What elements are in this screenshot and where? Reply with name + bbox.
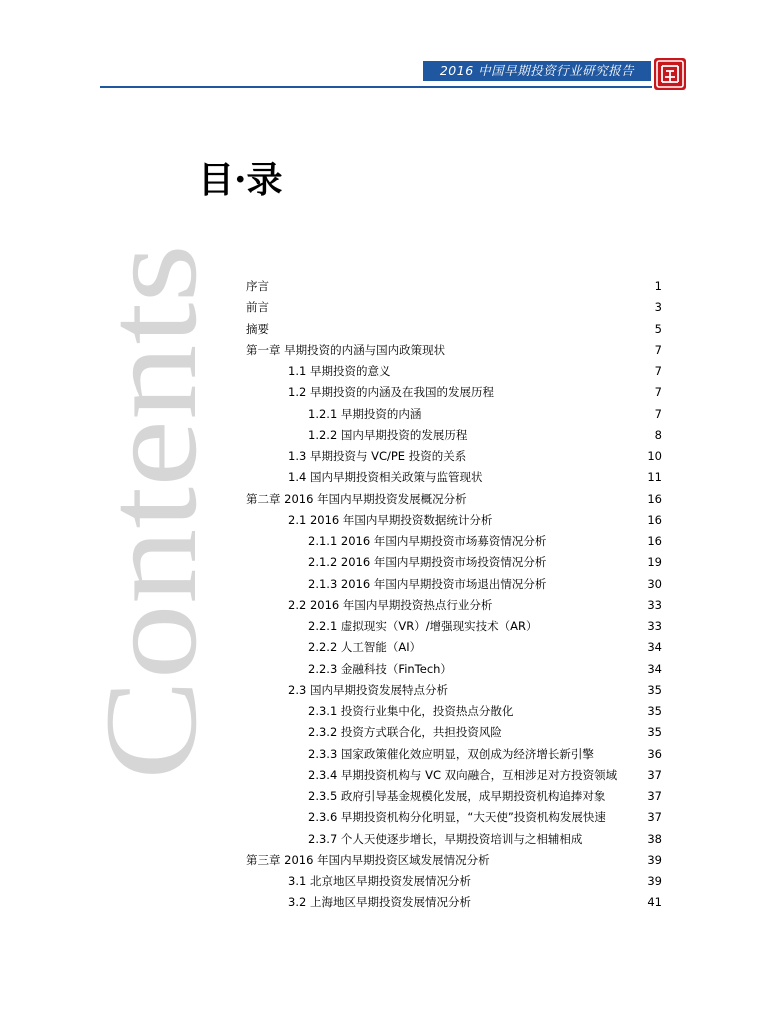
toc-entry-page: 11 — [647, 470, 662, 485]
toc-entry-page: 33 — [647, 619, 662, 633]
toc-entry[interactable] — [246, 765, 662, 786]
toc-entry-page: 37 — [647, 767, 662, 782]
toc-entry-title: 2.3.1 投资行业集中化，投资热点分散化 — [308, 704, 514, 718]
toc-entry[interactable] — [246, 659, 662, 680]
toc-entry-title: 1.4 国内早期投资相关政策与监管现状 — [288, 470, 483, 485]
toc-entry[interactable] — [246, 319, 662, 340]
toc-entry-page: 8 — [654, 427, 662, 442]
toc-entry-title: 3.2 上海地区早期投资发展情况分析 — [288, 895, 471, 910]
toc-entry[interactable] — [246, 744, 662, 765]
toc-entry[interactable] — [246, 510, 662, 531]
toc-entry[interactable] — [246, 786, 662, 807]
toc-entry-page: 35 — [647, 725, 662, 740]
toc-entry-title: 2.2 2016 年国内早期投资热点行业分析 — [288, 597, 493, 612]
toc-entry-page: 7 — [654, 406, 662, 421]
toc-entry-page: 1 — [654, 279, 662, 293]
toc-entry[interactable] — [246, 340, 662, 361]
toc-entry[interactable] — [246, 892, 662, 913]
toc-entry-page: 33 — [647, 597, 662, 612]
toc-entry-page: 19 — [647, 555, 662, 570]
toc-entry[interactable] — [246, 382, 662, 403]
seal-logo-icon — [653, 57, 687, 91]
toc-entry-title: 1.2 早期投资的内涵及在我国的发展历程 — [288, 385, 494, 400]
report-header-title: 2016 中国早期投资行业研究报告 — [439, 63, 635, 78]
toc-entry-title: 2.2.1 虚拟现实（VR）/增强现实技术（AR） — [308, 619, 538, 633]
toc-entry-page: 41 — [647, 895, 662, 910]
toc-entry[interactable] — [246, 574, 662, 595]
toc-entry-title: 1.2.1 早期投资的内涵 — [308, 406, 422, 421]
toc-entry-title: 2.3.5 政府引导基金规模化发展，成早期投资机构追捧对象 — [308, 789, 606, 803]
toc-entry-title: 2.1.2 2016 年国内早期投资市场投资情况分析 — [308, 555, 547, 570]
toc-entry[interactable] — [246, 425, 662, 446]
toc-entry-title: 摘要 — [246, 321, 269, 336]
toc-entry[interactable] — [246, 552, 662, 573]
toc-entry[interactable] — [246, 467, 662, 488]
toc-entry-page: 34 — [647, 640, 662, 655]
toc-entry[interactable] — [246, 361, 662, 382]
toc-entry-page: 3 — [654, 300, 662, 315]
toc-entry[interactable] — [246, 446, 662, 467]
toc-entry-title: 2.2.2 人工智能（AI） — [308, 640, 422, 655]
toc-entry-title: 2.3.3 国家政策催化效应明显，双创成为经济增长新引擎 — [308, 746, 594, 761]
toc-entry-page: 35 — [647, 682, 662, 697]
toc-entry-title: 1.1 早期投资的意义 — [288, 364, 391, 378]
contents-watermark — [77, 240, 224, 780]
toc-entry-page: 35 — [647, 704, 662, 718]
table-of-contents — [246, 276, 662, 914]
toc-entry-title: 3.1 北京地区早期投资发展情况分析 — [288, 874, 471, 888]
toc-entry-page: 16 — [647, 491, 662, 506]
toc-entry[interactable] — [246, 489, 662, 510]
toc-entry-page: 16 — [647, 534, 662, 548]
toc-entry-page: 7 — [654, 342, 662, 357]
toc-entry-title: 2.3.2 投资方式联合化，共担投资风险 — [308, 725, 502, 740]
toc-entry-page: 7 — [654, 364, 662, 378]
toc-entry[interactable] — [246, 297, 662, 318]
toc-entry-page: 16 — [647, 512, 662, 527]
toc-entry-title: 1.2.2 国内早期投资的发展历程 — [308, 427, 468, 442]
toc-entry-title: 2.1.3 2016 年国内早期投资市场退出情况分析 — [308, 576, 547, 591]
toc-entry-title: 第三章 2016 年国内早期投资区域发展情况分析 — [246, 852, 490, 867]
toc-entry-page: 10 — [647, 449, 662, 463]
toc-entry-page: 34 — [647, 661, 662, 676]
toc-entry[interactable] — [246, 871, 662, 892]
toc-entry-title: 序言 — [246, 279, 269, 293]
toc-entry-title: 2.1 2016 年国内早期投资数据统计分析 — [288, 512, 493, 527]
watermark-text: Contents — [77, 310, 224, 780]
toc-entry-title: 第二章 2016 年国内早期投资发展概况分析 — [246, 491, 467, 506]
toc-entry-title: 2.3.6 早期投资机构分化明显，“大天使”投资机构发展快速 — [308, 810, 606, 825]
toc-entry-title: 2.3 国内早期投资发展特点分析 — [288, 682, 448, 697]
toc-entry[interactable] — [246, 616, 662, 637]
toc-entry[interactable] — [246, 276, 662, 297]
toc-entry[interactable] — [246, 637, 662, 658]
toc-entry-title: 2.3.4 早期投资机构与 VC 双向融合，互相涉足对方投资领域 — [308, 767, 618, 782]
toc-entry-page: 30 — [647, 576, 662, 591]
toc-entry-page: 38 — [647, 831, 662, 846]
toc-entry[interactable] — [246, 701, 662, 722]
toc-entry-title: 第一章 早期投资的内涵与国内政策现状 — [246, 342, 446, 357]
toc-entry[interactable] — [246, 807, 662, 828]
toc-entry-page: 39 — [647, 852, 662, 867]
toc-entry[interactable] — [246, 595, 662, 616]
toc-entry-title: 1.3 早期投资与 VC/PE 投资的关系 — [288, 449, 467, 463]
toc-entry-title: 2.1.1 2016 年国内早期投资市场募资情况分析 — [308, 534, 547, 548]
toc-entry-title: 2.3.7 个人天使逐步增长，早期投资培训与之相辅相成 — [308, 831, 583, 846]
toc-entry[interactable] — [246, 722, 662, 743]
toc-entry-page: 39 — [647, 874, 662, 888]
toc-entry[interactable] — [246, 680, 662, 701]
toc-entry-page: 37 — [647, 810, 662, 825]
header-divider — [100, 86, 652, 88]
toc-entry[interactable] — [246, 404, 662, 425]
toc-entry-page: 36 — [647, 746, 662, 761]
toc-entry-title: 前言 — [246, 300, 269, 315]
toc-entry-page: 37 — [647, 789, 662, 803]
toc-entry-page: 7 — [654, 385, 662, 400]
toc-entry-page: 5 — [654, 321, 662, 336]
page-title: 目·录 — [198, 159, 283, 201]
toc-entry[interactable] — [246, 850, 662, 871]
toc-entry[interactable] — [246, 829, 662, 850]
toc-entry-title: 2.2.3 金融科技（FinTech） — [308, 661, 452, 676]
toc-entry[interactable] — [246, 531, 662, 552]
